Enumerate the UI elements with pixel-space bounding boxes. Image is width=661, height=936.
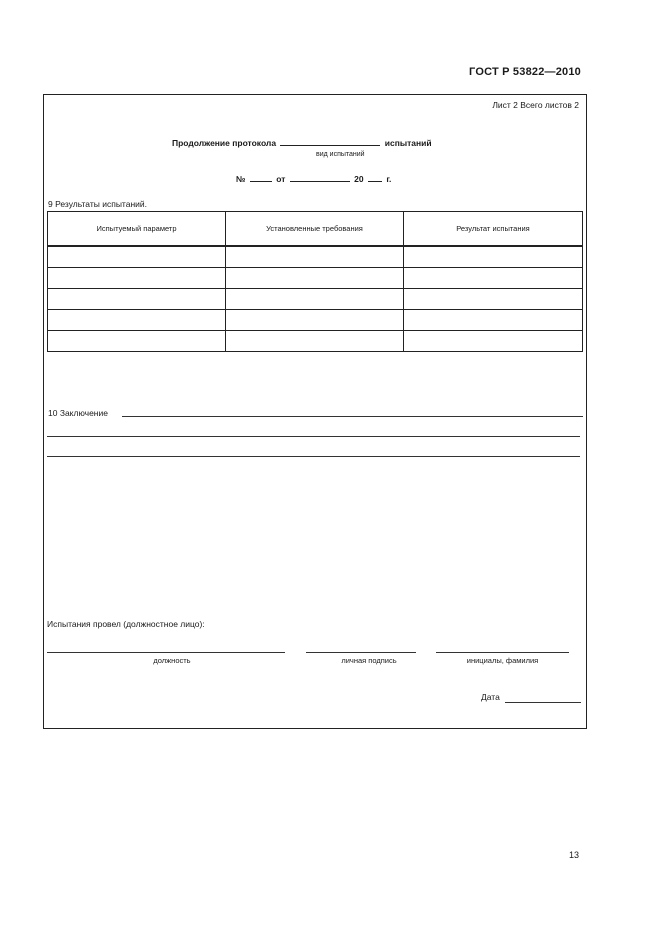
table-cell[interactable] — [226, 289, 404, 310]
table-cell[interactable] — [48, 331, 226, 352]
test-type-blank[interactable] — [280, 137, 380, 146]
name-caption: инициалы, фамилия — [466, 656, 539, 665]
table-row — [48, 331, 583, 352]
table-row — [48, 246, 583, 268]
table-cell[interactable] — [226, 268, 404, 289]
table-cell[interactable] — [226, 246, 404, 268]
column-header: Результат испытания — [404, 212, 583, 247]
table-cell[interactable] — [404, 289, 583, 310]
date-line[interactable] — [505, 702, 581, 703]
position-line[interactable] — [47, 652, 285, 653]
year-suffix: г. — [386, 174, 392, 184]
table-cell[interactable] — [48, 289, 226, 310]
position-caption: должность — [153, 656, 191, 665]
conclusion-label: 10 Заключение — [48, 408, 108, 418]
conclusion-line[interactable] — [122, 416, 583, 417]
signature-caption: личная подпись — [341, 656, 397, 665]
from-label: от — [276, 174, 286, 184]
table-cell[interactable] — [404, 331, 583, 352]
table-header-row — [48, 212, 583, 247]
conclusion-line[interactable] — [47, 436, 580, 437]
results-table — [47, 211, 583, 352]
table-cell[interactable] — [48, 246, 226, 268]
test-type-caption: вид испытаний — [316, 151, 365, 158]
table-row — [48, 289, 583, 310]
number-blank[interactable] — [250, 173, 272, 182]
table-cell[interactable] — [404, 246, 583, 268]
page-number: 13 — [568, 850, 579, 860]
date-blank[interactable] — [290, 173, 350, 182]
year-blank[interactable] — [368, 173, 382, 182]
protocol-number-line — [236, 173, 391, 184]
table-cell[interactable] — [48, 268, 226, 289]
table-cell[interactable] — [404, 268, 583, 289]
protocol-frame — [43, 94, 587, 729]
number-label: № — [236, 174, 246, 184]
conclusion-line[interactable] — [47, 456, 580, 457]
standard-code: ГОСТ Р 53822—2010 — [469, 66, 581, 78]
signature-line[interactable] — [306, 652, 416, 653]
table-cell[interactable] — [48, 310, 226, 331]
protocol-title — [172, 137, 432, 148]
date-label: Дата — [481, 692, 500, 702]
year-label: 20 — [354, 174, 364, 184]
table-row — [48, 268, 583, 289]
name-line[interactable] — [436, 652, 569, 653]
column-header: Испытуемый параметр — [48, 212, 226, 247]
protocol-title-prefix: Продолжение протокола — [172, 138, 277, 148]
table-cell[interactable] — [404, 310, 583, 331]
signature-label: Испытания провел (должностное лицо): — [47, 619, 205, 629]
sheet-info: Лист 2 Всего листов 2 — [492, 100, 579, 110]
table-cell[interactable] — [226, 331, 404, 352]
table-cell[interactable] — [226, 310, 404, 331]
column-header: Установленные требования — [226, 212, 404, 247]
results-heading: 9 Результаты испытаний. — [48, 199, 148, 209]
table-row — [48, 310, 583, 331]
protocol-title-suffix: испытаний — [384, 138, 432, 148]
